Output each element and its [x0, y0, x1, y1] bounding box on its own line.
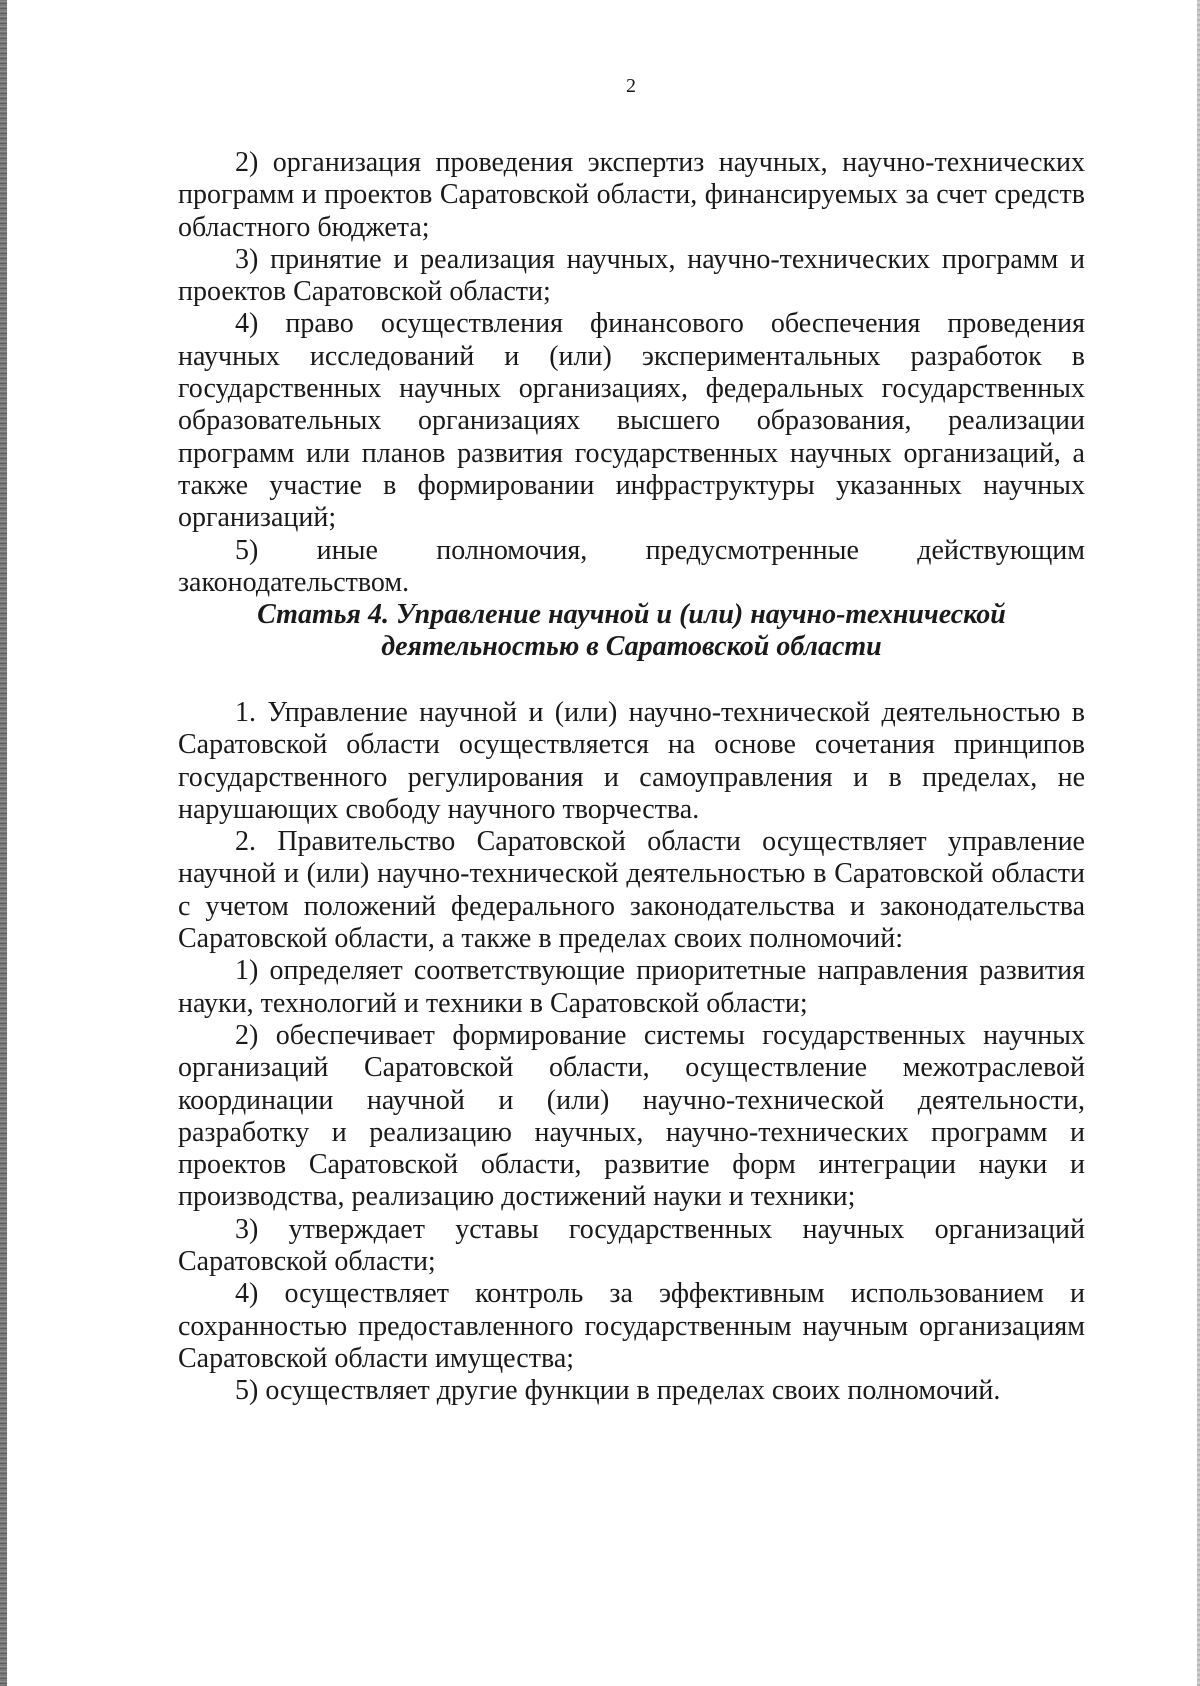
scan-edge-left: [0, 0, 7, 1686]
paragraph: 1. Управление научной и (или) научно-технической деятельностью в Саратовской области осуществляется на основе сочетания принципов государственного регулирования и самоуправления и в пределах, не нарушающих свободу научного творчества.: [178, 697, 1085, 825]
paragraph: 2) организация проведения экспертиз научных, научно-технических программ и проектов Саратовской области, финансируемых за счет средств областного бюджета;: [178, 147, 1085, 243]
paragraph: 4) осуществляет контроль за эффективным использованием и сохранностью предоставленного государственным научным организациям Саратовской области имущества;: [178, 1278, 1085, 1374]
paragraph: 1) определяет соответствующие приоритетные направления развития науки, технологий и техники в Саратовской области;: [178, 955, 1085, 1019]
article-heading: [178, 599, 1085, 663]
article-3-items: [178, 147, 1085, 599]
page-number: 2: [626, 75, 636, 97]
paragraph: 3) принятие и реализация научных, научно-технических программ и проектов Саратовской области;: [178, 243, 1085, 308]
article-heading-line: деятельностью в Саратовской области: [381, 631, 882, 662]
paragraph: 5) иные полномочия, предусмотренные действующим законодательством.: [178, 534, 1085, 598]
paragraph: 2. Правительство Саратовской области осуществляет управление научной и (или) научно-технической деятельностью в Саратовской области с учетом положений федерального законодательства и законодательства Саратовской области, а также в пределах своих полномочий:: [178, 826, 1085, 955]
article-heading-line: Статья 4. Управление научной и (или) научно-технической: [257, 599, 1006, 630]
paragraph: 3) утверждает уставы государственных научных организаций Саратовской области;: [178, 1213, 1085, 1278]
paragraph: 4) право осуществления финансового обеспечения проведения научных исследований и (или) экспериментальных разработок в государственных научных организациях, федеральных государственных образовательных организациях высшего образования, реализации программ или планов развития государственных научных организаций, а также участие в формировании инфраструктуры указанных научных организаций;: [178, 308, 1085, 534]
paragraph: 2) обеспечивает формирование системы государственных научных организаций Саратовской области, осуществление межотраслевой координации научной и (или) научно-технической деятельности, разработку и реализацию научных, научно-технических программ и проектов Саратовской области, развитие форм интеграции науки и производства, реализацию достижений науки и техники;: [178, 1019, 1085, 1213]
article-4-body: [178, 697, 1085, 1408]
paragraph: 5) осуществляет другие функции в пределах своих полномочий.: [235, 1375, 1001, 1407]
